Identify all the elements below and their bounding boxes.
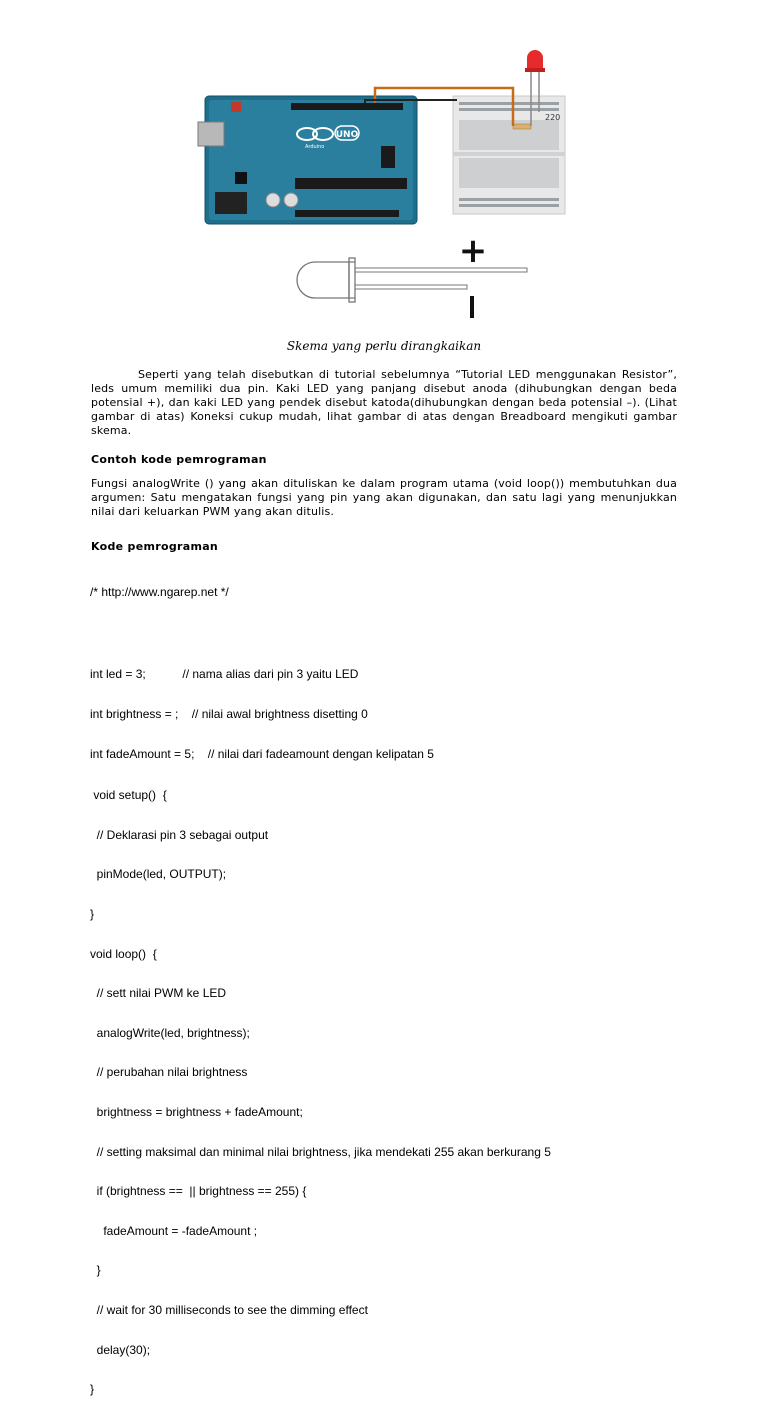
code-line: pinMode(led, OUTPUT); — [90, 867, 227, 882]
arduino-board — [198, 96, 417, 224]
code-line: } — [90, 1382, 95, 1397]
code-line: } — [90, 906, 95, 921]
minus-mark — [470, 296, 474, 318]
resistor-label: 220 — [545, 113, 561, 122]
intro-paragraph: Seperti yang telah disebutkan di tutorial sebelumnya “Tutorial LED menggunakan Resistor”, leds umum memiliki dua pin. Kaki LED yang panjang disebut anoda (dihubungkan dengan beda potensial +), dan kaki LED yang pendek disebut katoda(dihubungkan dengan beda potensial –). (Lihat gambar di atas) Koneksi cukup mudah, lihat gambar di atas dengan Breadboard mengikuti gambar skema. — [91, 368, 677, 437]
analogwrite-paragraph: Fungsi analogWrite () yang akan dituliskan ke dalam program utama (void loop()) membutuhkan dua argumen: Satu mengatakan fungsi yang pin yang akan digunakan, dan satu lagi yang menunjukkan nilai dari keluarkan PWM yang akan ditulis. — [91, 477, 677, 518]
code-url-comment: /* http://www.ngarep.net */ — [90, 585, 229, 600]
code-line: analogWrite(led, brightness); — [90, 1025, 250, 1040]
code-line: delay(30); — [90, 1342, 151, 1357]
code-line: // setting maksimal dan minimal nilai brightness, jika mendekati 255 akan berkurang 5 — [90, 1144, 551, 1159]
code-line: // Deklarasi pin 3 sebagai output — [90, 827, 269, 842]
code-line: } — [90, 1263, 101, 1278]
breadboard — [453, 96, 565, 214]
code-line: fadeAmount = -fadeAmount ; — [90, 1223, 258, 1238]
code-line: // sett nilai PWM ke LED — [90, 986, 227, 1001]
board-maker-text: Arduino — [305, 144, 325, 150]
code-line: int led = 3; // nama alias dari pin 3 yaitu LED — [90, 667, 359, 682]
board-brand-text: UNO — [335, 130, 359, 140]
code-line: void setup() { — [90, 788, 167, 803]
code-line: if (brightness == || brightness == 255) { — [90, 1184, 307, 1199]
circuit-illustration — [195, 40, 575, 330]
code-line: int fadeAmount = 5; // nilai dari fadeamount dengan kelipatan 5 — [90, 746, 434, 761]
figure-caption: Skema yang perlu dirangkaikan — [286, 339, 482, 353]
plus-sign: + — [458, 231, 488, 271]
code-line: // wait for 30 milliseconds to see the dimming effect — [90, 1302, 368, 1317]
code-block — [90, 560, 710, 1409]
circuit-figure — [195, 40, 575, 330]
heading-contoh-kode: Contoh kode pemrograman — [91, 453, 267, 466]
code-line: brightness = brightness + fadeAmount; — [90, 1104, 303, 1119]
heading-kode-pemrograman: Kode pemrograman — [91, 540, 219, 553]
led-diagram — [297, 258, 527, 302]
code-line: // perubahan nilai brightness — [90, 1065, 248, 1080]
code-line: void loop() { — [90, 946, 157, 961]
code-line: int brightness = ; // nilai awal brightness disetting 0 — [90, 707, 368, 721]
